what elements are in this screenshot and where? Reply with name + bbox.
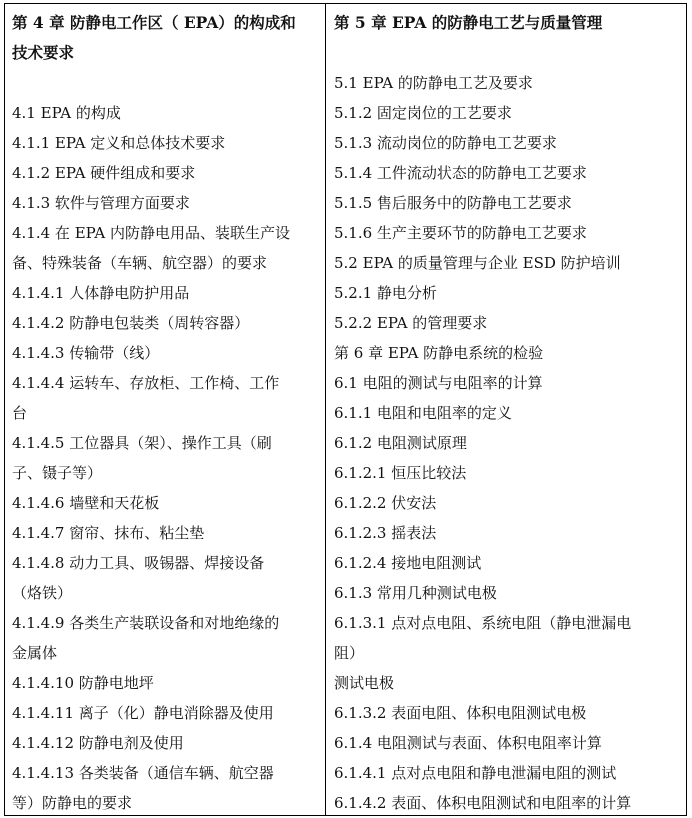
toc-entry-line: 子、镊子等） <box>12 464 103 482</box>
toc-entry-line: 4.1.4.13 各类装备（通信车辆、航空器 <box>12 764 274 782</box>
toc-entry-line: 4.1.4.10 防静电地坪 <box>12 674 154 692</box>
toc-entry-line: 5.1.2 固定岗位的工艺要求 <box>334 104 512 122</box>
toc-entry-line: 5.1 EPA 的防静电工艺及要求 <box>334 74 533 92</box>
blank-line <box>334 38 679 68</box>
toc-entry-line: 4.1.4.5 工位器具（架）、操作工具（刷 <box>12 434 272 452</box>
toc-entry-line: 4.1.4.7 窗帘、抹布、粘尘垫 <box>12 524 205 542</box>
toc-entry-line: 4.1.4.9 各类生产装联设备和对地绝缘的 <box>12 614 280 632</box>
toc-entry-line: 4.1 EPA 的构成 <box>12 104 121 122</box>
chapter-heading-line: 第 5 章 EPA 的防静电工艺与质量管理 <box>334 13 603 32</box>
chapter-heading-line: 技术要求 <box>12 43 75 62</box>
toc-entry-line: 6.1.2.4 接地电阻测试 <box>334 554 482 572</box>
toc-entry-line: 6.1.3.2 表面电阻、体积电阻测试电极 <box>334 704 587 722</box>
toc-entry-line: 5.1.6 生产主要环节的防静电工艺要求 <box>334 224 587 242</box>
toc-entry-line: 备、特殊装备（车辆、航空器）的要求 <box>12 254 268 272</box>
toc-entry-line: 4.1.4.8 动力工具、吸锡器、焊接设备 <box>12 554 265 572</box>
toc-entry-line: 等）防静电的要求 <box>12 794 133 812</box>
toc-entry-line: 6.1.4.1 点对点电阻和静电泄漏电阻的测试 <box>334 764 617 782</box>
toc-entry-line: 4.1.4.2 防静电包装类（周转容器） <box>12 314 250 332</box>
toc-entry-line: 5.1.4 工件流动状态的防静电工艺要求 <box>334 164 587 182</box>
toc-entry-line: 6.1.2.2 伏安法 <box>334 494 437 512</box>
toc-entry-line: 4.1.2 EPA 硬件组成和要求 <box>12 164 196 182</box>
toc-entry-line: 5.1.3 流动岗位的防静电工艺要求 <box>334 134 557 152</box>
toc-entry-line: 台 <box>12 404 28 422</box>
toc-entry-line: 第 6 章 EPA 防静电系统的检验 <box>334 344 544 362</box>
toc-entry-line: 6.1.3.1 点对点电阻、系统电阻（静电泄漏电 <box>334 614 632 632</box>
toc-entry-line: 4.1.4 在 EPA 内防静电用品、装联生产设 <box>12 224 290 242</box>
toc-entry-line: 金属体 <box>12 644 58 662</box>
toc-entry-line: 4.1.4.11 离子（化）静电消除器及使用 <box>12 704 274 722</box>
toc-entry-line: 4.1.4.4 运转车、存放柜、工作椅、工作 <box>12 374 280 392</box>
toc-entry-line: 6.1.1 电阻和电阻率的定义 <box>334 404 512 422</box>
toc-entry-line: 6.1 电阻的测试与电阻率的计算 <box>334 374 543 392</box>
toc-entry-line: 5.2 EPA 的质量管理与企业 ESD 防护培训 <box>334 254 621 272</box>
toc-entry-line: 4.1.4.1 人体静电防护用品 <box>12 284 190 302</box>
toc-entry-line: （烙铁） <box>12 584 73 602</box>
toc-entry-line: 6.1.4.2 表面、体积电阻测试和电阻率的计算 <box>334 794 632 812</box>
chapter-heading-line: 第 4 章 防静电工作区（ EPA）的构成和 <box>12 13 296 32</box>
toc-entry-line: 4.1.3 软件与管理方面要求 <box>12 194 190 212</box>
toc-entry-line: 阻） <box>334 644 365 662</box>
left-column-toc <box>12 8 318 818</box>
toc-entry-line: 6.1.3 常用几种测试电极 <box>334 584 497 602</box>
toc-entry-line: 5.2.1 静电分析 <box>334 284 437 302</box>
column-divider <box>325 3 326 816</box>
toc-entry-line: 6.1.2 电阻测试原理 <box>334 434 467 452</box>
toc-entry-line: 4.1.1 EPA 定义和总体技术要求 <box>12 134 226 152</box>
toc-entry-line: 4.1.4.6 墙壁和天花板 <box>12 494 160 512</box>
toc-entry-line: 5.1.5 售后服务中的防静电工艺要求 <box>334 194 572 212</box>
toc-entry-line: 6.1.2.1 恒压比较法 <box>334 464 467 482</box>
toc-entry-line: 测试电极 <box>334 674 395 692</box>
toc-entry-line: 6.1.4 电阻测试与表面、体积电阻率计算 <box>334 734 602 752</box>
toc-entry-line: 6.1.2.3 摇表法 <box>334 524 437 542</box>
right-column-toc <box>334 8 679 818</box>
toc-entry-line: 4.1.4.12 防静电剂及使用 <box>12 734 184 752</box>
toc-entry-line: 4.1.4.3 传输带（线） <box>12 344 160 362</box>
toc-entry-line: 5.2.2 EPA 的管理要求 <box>334 314 488 332</box>
blank-line <box>12 68 318 98</box>
